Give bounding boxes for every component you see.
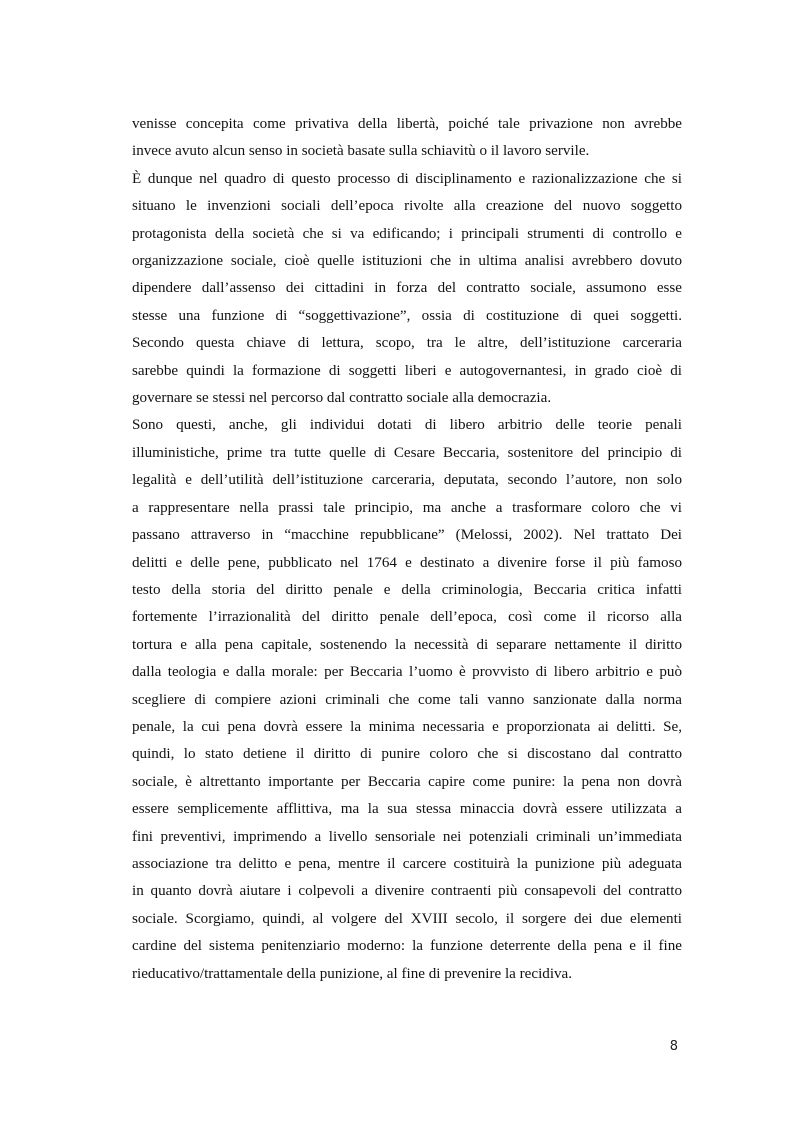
text-line: fortemente l’irrazionalità del diritto penale dell’epoca, così come il ricorso alla xyxy=(132,609,682,626)
text-line: Secondo questa chiave di lettura, scopo, tra le altre, dell’istituzione carceraria xyxy=(132,335,682,352)
text-line: stesse una funzione di “soggettivazione”, ossia di costituzione di quei soggetti. xyxy=(132,307,682,324)
text-line: fini preventivi, imprimendo a livello sensoriale nei potenziali criminali un’immediata xyxy=(132,828,682,845)
text-line: quindi, lo stato detiene il diritto di punire coloro che si discostano dal contratto xyxy=(132,746,682,763)
text-line: passano attraverso in “macchine repubblicane” (Melossi, 2002). Nel trattato Dei xyxy=(132,527,682,544)
body-text xyxy=(132,111,682,988)
text-line: essere semplicemente afflittiva, ma la sua stessa minaccia dovrà essere utilizzata a xyxy=(132,801,682,818)
text-line: testo della storia del diritto penale e della criminologia, Beccaria critica infatti xyxy=(132,581,682,598)
text-line: tortura e alla pena capitale, sostenendo la necessità di separare nettamente il diritto xyxy=(132,636,682,653)
text-line: delitti e delle pene, pubblicato nel 1764 e destinato a divenire forse il più famoso xyxy=(132,554,682,571)
text-line: sociale. Scorgiamo, quindi, al volgere del XVIII secolo, il sorgere dei due elementi xyxy=(132,910,682,927)
text-line: sociale, è altrettanto importante per Beccaria capire come punire: la pena non dovrà xyxy=(132,773,682,790)
text-line: Sono questi, anche, gli individui dotati di libero arbitrio delle teorie penali xyxy=(132,417,682,434)
text-line: invece avuto alcun senso in società basate sulla schiavitù o il lavoro servile. xyxy=(132,143,590,160)
text-line: situano le invenzioni sociali dell’epoca rivolte alla creazione del nuovo soggetto xyxy=(132,198,682,215)
text-line: dipendere dall’assenso dei cittadini in forza del contratto sociale, assumono esse xyxy=(132,280,682,297)
text-line: scegliere di compiere azioni criminali che come tali vanno sanzionate dalla norma xyxy=(132,691,682,708)
text-line: organizzazione sociale, cioè quelle istituzioni che in ultima analisi avrebbero dovuto xyxy=(132,253,682,270)
text-line: protagonista della società che si va edificando; i principali strumenti di controllo e xyxy=(132,225,682,242)
text-line: penale, la cui pena dovrà essere la minima necessaria e proporzionata ai delitti. Se, xyxy=(132,718,682,735)
text-line: a rappresentare nella prassi tale principio, ma anche a trasformare coloro che vi xyxy=(132,499,682,516)
text-line: venisse concepita come privativa della libertà, poiché tale privazione non avrebbe xyxy=(132,116,682,132)
text-line: governare se stessi nel percorso dal contratto sociale alla democrazia. xyxy=(132,390,552,407)
text-line: cardine del sistema penitenziario moderno: la funzione deterrente della pena e il fine xyxy=(132,938,682,955)
text-line: sarebbe quindi la formazione di soggetti liberi e autogovernantesi, in grado cioè di xyxy=(132,362,682,379)
text-line: dalla teologia e dalla morale: per Beccaria l’uomo è provvisto di libero arbitrio e può xyxy=(132,664,682,681)
text-line: illuministiche, prime tra tutte quelle di Cesare Beccaria, sostenitore del principio di xyxy=(132,444,682,461)
text-line: legalità e dell’utilità dell’istituzione carceraria, deputata, secondo l’autore, non solo xyxy=(132,472,682,489)
page-number: 8 xyxy=(669,1039,678,1054)
text-line: associazione tra delitto e pena, mentre il carcere costituirà la punizione più adeguata xyxy=(132,855,682,872)
text-line: in quanto dovrà aiutare i colpevoli a divenire contraenti più consapevoli del contratto xyxy=(132,883,682,900)
text-line: rieducativo/trattamentale della punizione, al fine di prevenire la recidiva. xyxy=(132,965,573,982)
text-line: È dunque nel quadro di questo processo di disciplinamento e razionalizzazione che si xyxy=(132,170,682,187)
